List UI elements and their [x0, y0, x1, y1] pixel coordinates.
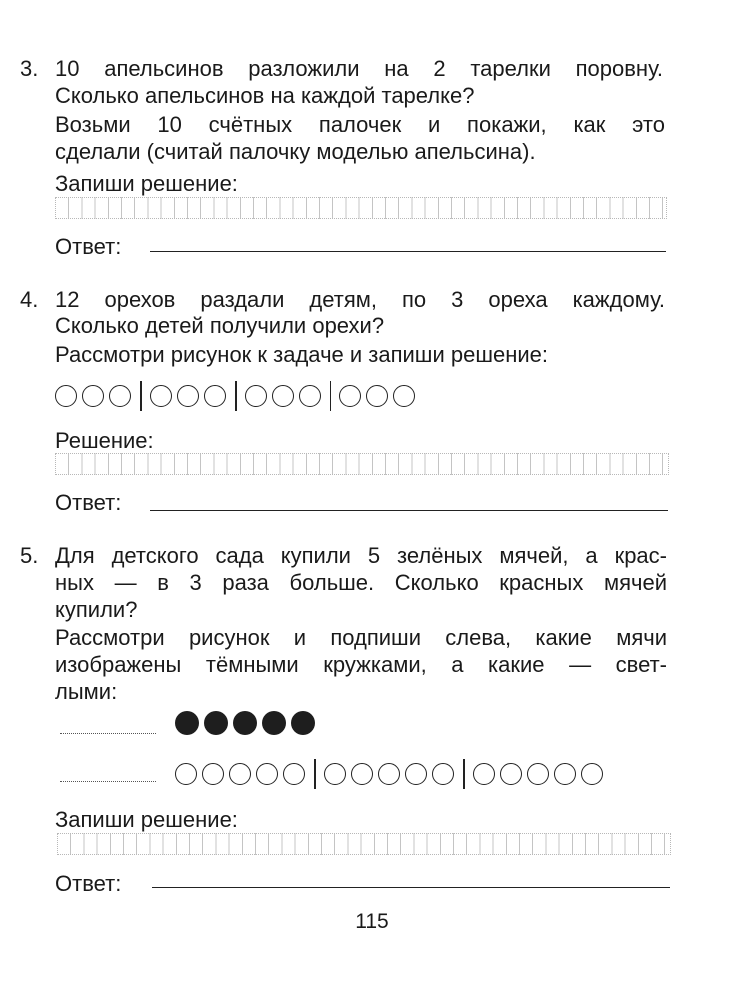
problem-5-text-line: лыми: [55, 679, 118, 704]
problem-5-answer-line[interactable] [152, 887, 670, 888]
problem-5-number: 5. [20, 543, 39, 568]
problem-4-text-line: 12 орехов раздали детям, по 3 ореха каждому. [55, 287, 665, 312]
problem-3-text-line: 10 апельсинов разложили на 2 тарелки поровну. [55, 56, 663, 81]
problem-4-answer-line[interactable] [150, 510, 668, 511]
group-divider [140, 381, 142, 411]
light-ball-circle [256, 763, 278, 785]
dark-ball-circle [291, 711, 315, 735]
light-ball-circle [405, 763, 427, 785]
light-ball-circle [554, 763, 576, 785]
light-ball-circle [500, 763, 522, 785]
nut-circle [299, 385, 321, 407]
nut-circle [177, 385, 199, 407]
problem-4-solution-grid[interactable] [55, 453, 669, 475]
problem-5-answer-label: Ответ: [55, 871, 122, 896]
problem-3-text-line: Возьми 10 счётных палочек и покажи, как это [55, 112, 665, 137]
light-ball-circle [283, 763, 305, 785]
problem-4-number: 4. [20, 287, 39, 312]
light-ball-circle [432, 763, 454, 785]
problem-4-text-line: Рассмотри рисунок к задаче и запиши решение: [55, 342, 548, 367]
dark-balls-label-line[interactable] [60, 733, 156, 734]
problem-3-answer-line[interactable] [150, 251, 666, 252]
problem-5-text-line: изображены тёмными кружками, а какие — свет- [55, 652, 667, 677]
problem-5-text-line: купили? [55, 597, 138, 622]
nut-circle [245, 385, 267, 407]
light-ball-circle [229, 763, 251, 785]
problem-4-text-line: Сколько детей получили орехи? [55, 313, 385, 338]
dark-ball-circle [262, 711, 286, 735]
nut-circle [82, 385, 104, 407]
problem-3-number: 3. [20, 56, 39, 81]
light-balls-label-line[interactable] [60, 781, 156, 782]
group-divider [463, 759, 465, 789]
light-ball-circle [527, 763, 549, 785]
problem-3-solution-label: Запиши решение: [55, 171, 238, 196]
problem-5-solution-label: Запиши решение: [55, 807, 238, 832]
nut-circle [150, 385, 172, 407]
nut-circle [272, 385, 294, 407]
nut-circle [393, 385, 415, 407]
problem-4-solution-label: Решение: [55, 428, 154, 453]
light-ball-circle [378, 763, 400, 785]
light-ball-circle [324, 763, 346, 785]
group-divider [330, 381, 332, 411]
nut-circle [339, 385, 361, 407]
dark-ball-circle [204, 711, 228, 735]
problem-3-text-line: Сколько апельсинов на каждой тарелке? [55, 83, 475, 108]
problem-4-circle-picture [55, 381, 420, 411]
problem-5-text-line: Рассмотри рисунок и подпиши слева, какие мячи [55, 625, 667, 650]
nut-circle [366, 385, 388, 407]
nut-circle [109, 385, 131, 407]
nut-circle [55, 385, 77, 407]
dark-ball-circle [175, 711, 199, 735]
light-ball-circle [351, 763, 373, 785]
nut-circle [204, 385, 226, 407]
problem-3-answer-label: Ответ: [55, 234, 122, 259]
group-divider [314, 759, 316, 789]
group-divider [235, 381, 237, 411]
problem-5-light-balls [175, 759, 608, 789]
problem-5-text-line: Для детского сада купили 5 зелёных мячей, а крас- [55, 543, 667, 568]
dark-ball-circle [233, 711, 257, 735]
light-ball-circle [473, 763, 495, 785]
problem-3-solution-grid[interactable] [55, 197, 667, 219]
problem-3-text-line: сделали (считай палочку моделью апельсина). [55, 139, 536, 164]
light-ball-circle [202, 763, 224, 785]
page-number: 115 [355, 910, 389, 933]
problem-4-answer-label: Ответ: [55, 490, 122, 515]
problem-5-solution-grid[interactable] [57, 833, 671, 855]
light-ball-circle [581, 763, 603, 785]
problem-5-text-line: ных — в 3 раза больше. Сколько красных мячей [55, 570, 667, 595]
light-ball-circle [175, 763, 197, 785]
problem-5-dark-balls [175, 711, 320, 735]
